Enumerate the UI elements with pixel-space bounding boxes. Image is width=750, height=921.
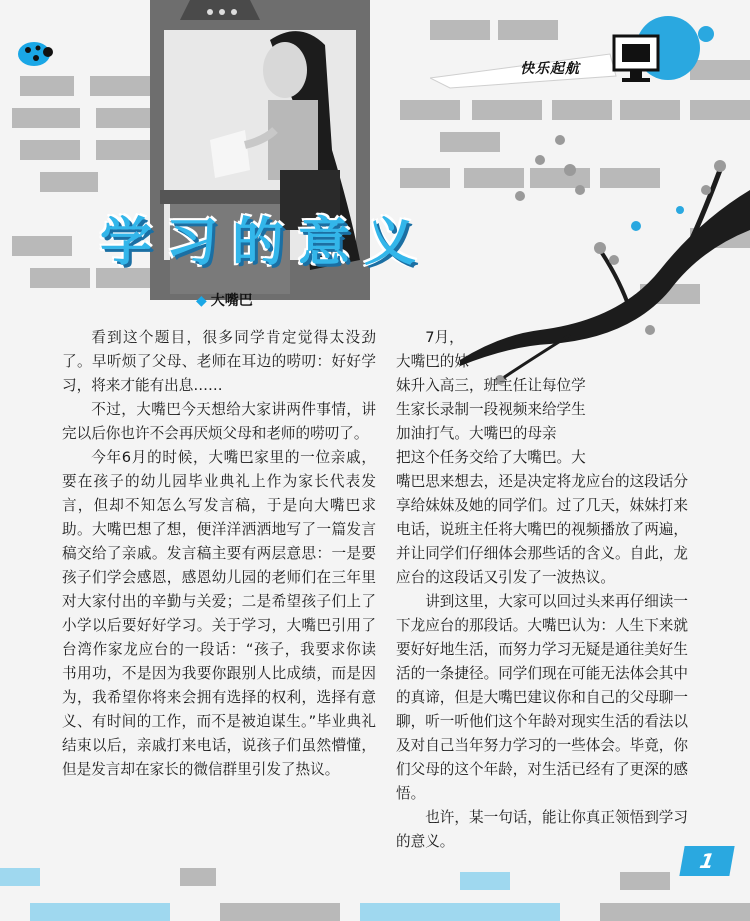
article-title: 学习的意义: [100, 213, 431, 273]
text-line: 把这个任务交给了大嘴巴。大: [396, 449, 586, 466]
left-text-column: [62, 326, 376, 782]
brick: [180, 868, 216, 886]
brick: [690, 100, 750, 120]
brick: [96, 108, 154, 128]
brick: [0, 868, 40, 886]
brick: [600, 903, 750, 921]
brick: [552, 100, 612, 120]
text-line: 大嘴巴的妹: [396, 353, 469, 370]
paragraph: 讲到这里，大家可以回过头来再仔细读一下龙应台的那段话。大嘴巴认为：人生下来就要好好地生活，而努力学习无疑是通往美好生活的一条捷径。同学们现在可能无法体会其中的真谛，但是大嘴巴建议你和自己的父母聊一聊，听一听他们这个年龄对现实生活的看法以及对自己当年努力学习的一些体会。毕竟，你们父母的这个年龄，对生活已经有了更深的感悟。: [396, 593, 688, 802]
brick: [430, 20, 490, 40]
text-line: 生家长录制一段视频来给学生: [396, 401, 586, 418]
brick: [20, 140, 80, 160]
brick: [620, 100, 680, 120]
brick: [360, 903, 560, 921]
paragraph: [396, 326, 688, 590]
author-marker: ◆: [196, 293, 207, 309]
author-byline: [196, 290, 253, 310]
brick: [220, 903, 340, 921]
brick: [12, 236, 72, 256]
text-line: 加油打气。大嘴巴的母亲: [396, 425, 557, 442]
brick: [460, 872, 510, 890]
column-tag: 快乐起航: [520, 61, 580, 77]
computer-icon: [606, 14, 716, 94]
paragraph: 也许，某一句话，能让你真正领悟到学习的意义。: [396, 809, 688, 850]
brick: [620, 872, 670, 890]
text-line: 妹升入高三，班主任让每位学: [396, 377, 586, 394]
right-text-column: [396, 326, 688, 854]
brick: [40, 172, 98, 192]
author-name: 大嘴巴: [210, 293, 253, 309]
brick: [472, 100, 542, 120]
brick: [12, 108, 80, 128]
ladybug-icon: [14, 38, 54, 68]
paragraph: 今年6月的时候，大嘴巴家里的一位亲戚，要在孩子的幼儿园毕业典礼上作为家长代表发言，但却不知怎么写发言稿，于是向大嘴巴求助。大嘴巴想了想，便洋洋洒洒地写了一篇发言稿交给了亲戚。发言稿主要有两层意思：一是要孩子们学会感恩，感恩幼儿园的老师们在三年里对大家付出的辛勤与关爱；二是希望孩子们上了小学以后要好好学习。关于学习，大嘴巴引用了台湾作家龙应台的一段话：“孩子，我要求你读书用功，不是因为我要你跟别人比成绩，而是因为，我希望你将来会拥有选择的权利，选择有意义、有时间的工作，而不是被迫谋生。”毕业典礼结束以后，亲戚打来电话，说孩子们虽然懵懂，但是发言却在家长的微信群里引发了热议。: [62, 449, 376, 778]
brick: [30, 903, 170, 921]
brick: [498, 20, 558, 40]
brick: [90, 76, 150, 96]
text-continued: 嘴巴思来想去，还是决定将龙应台的这段话分享给妹妹及她的同学们。过了几天，妹妹打来电话，说班主任将大嘴巴的视频播放了两遍，并让同学们仔细体会那些话的含义。自此，龙应台的这段话又引发了一波热议。: [396, 473, 688, 586]
brick: [20, 76, 74, 96]
paragraph: 不过，大嘴巴今天想给大家讲两件事情，讲完以后你也许不会再厌烦父母和老师的唠叨了。: [62, 401, 376, 442]
paragraph: 看到这个题目，很多同学肯定觉得太没劲了。早听烦了父母、老师在耳边的唠叨：好好学习，将来才能有出息……: [62, 329, 376, 394]
brick: [96, 140, 156, 160]
page-number: 1: [679, 846, 734, 876]
text-line: 7月，: [425, 329, 464, 346]
brick: [30, 268, 90, 288]
